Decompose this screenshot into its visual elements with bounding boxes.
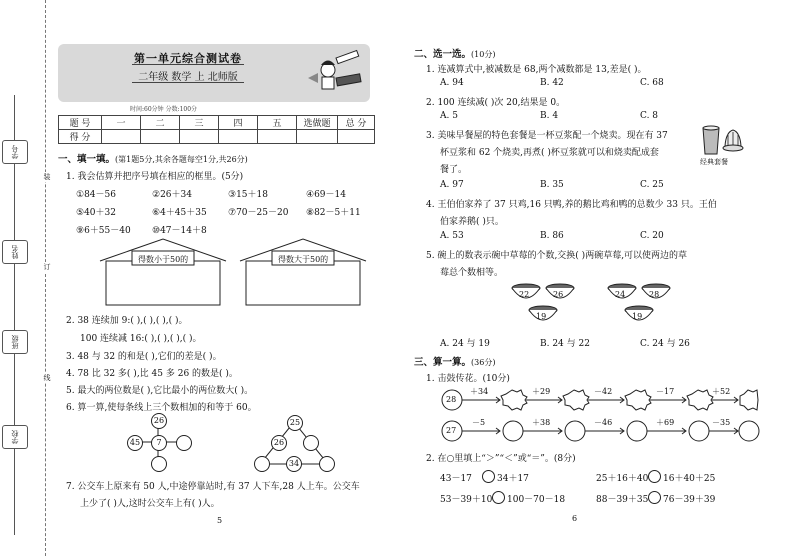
score-header: 五 (258, 116, 297, 130)
cross-center: 7 (151, 435, 167, 451)
cmp-right: 100－70－18 (507, 495, 566, 505)
house-right-label: 得数大于50的 (278, 255, 329, 264)
cut-label: 线 (43, 374, 51, 382)
chain2-start: 27 (446, 426, 457, 435)
option-c[interactable]: C. 24 与 26 (640, 339, 690, 349)
question-1-2a: 2. 38 连续加 9:( ),( ),( ),( )。 (66, 316, 188, 326)
section-1-title: 一、填一填。(第1题5分,其余各题每空1分,共26分) (58, 154, 248, 165)
chain2-op: ＋69 (656, 418, 675, 427)
estimate-item: ⑦70－25－20 (228, 208, 289, 218)
side-label-student-no: 学号 (2, 140, 28, 164)
house-right-dropzone[interactable] (248, 264, 358, 304)
option-b[interactable]: B. 42 (540, 78, 564, 88)
question-2-2: 2. 100 连续减( )次 20,结果是 0。 (426, 98, 566, 108)
score-header: 三 (180, 116, 219, 130)
option-b[interactable]: B. 24 与 22 (540, 339, 590, 349)
chain1-op: ＋29 (532, 387, 551, 396)
question-1-7b: 上少了( )人,这时公交车上有( )人。 (80, 499, 220, 509)
score-cell[interactable] (102, 130, 141, 144)
cross-right-blank[interactable] (176, 435, 192, 451)
score-header: 一 (102, 116, 141, 130)
option-c[interactable]: C. 68 (640, 78, 664, 88)
question-3-1: 1. 击鼓传花。(10分) (426, 374, 510, 384)
cut-label: 订 (43, 263, 51, 271)
chain2-op: －35 (712, 418, 731, 427)
question-2-4b: 伯家养鹅( )只。 (440, 217, 504, 227)
option-b[interactable]: B. 35 (540, 180, 564, 190)
page-number-left: 5 (217, 516, 223, 525)
score-cell[interactable] (258, 130, 297, 144)
tri-left: 26 (271, 435, 287, 451)
score-cell[interactable] (219, 130, 258, 144)
bowl-number[interactable]: 19 (632, 312, 643, 321)
cmp-circle[interactable] (482, 470, 495, 483)
chain1-op: ＋34 (470, 387, 489, 396)
chain1-op: －17 (656, 387, 675, 396)
tri-bottom-right-blank[interactable] (319, 456, 335, 472)
cmp-right: 16＋40＋25 (663, 474, 716, 484)
option-c[interactable]: C. 20 (640, 231, 664, 241)
score-cell[interactable] (338, 130, 375, 144)
cut-line (45, 0, 46, 556)
chain1-op: ＋52 (712, 387, 731, 396)
tri-top: 25 (287, 415, 303, 431)
cmp-circle[interactable] (492, 491, 505, 504)
tri-right-blank[interactable] (303, 435, 319, 451)
question-1-5: 5. 最大的两位数是( ),它比最小的两位数大( )。 (66, 386, 254, 396)
question-2-1: 1. 连减算式中,被减数是 68,两个减数都是 13,差是( )。 (426, 65, 647, 75)
bowls-left-group (508, 280, 588, 330)
test-title: 第一单元综合测试卷 (134, 52, 242, 65)
option-a[interactable]: A. 5 (440, 111, 458, 121)
chain1-op: －42 (594, 387, 613, 396)
score-header: 选做题 (297, 116, 338, 130)
chain1-start: 28 (446, 395, 457, 404)
bowl-number[interactable]: 24 (615, 290, 626, 299)
score-header: 题 号 (59, 116, 102, 130)
bowl-number[interactable]: 28 (649, 290, 660, 299)
question-2-5a: 5. 碗上的数表示碗中草莓的个数,交换( )两碗草莓,可以使两边的草 (426, 251, 688, 261)
bowl-number[interactable]: 22 (519, 290, 530, 299)
side-label-name: 姓名 (2, 240, 28, 264)
house-left-dropzone[interactable] (108, 264, 218, 304)
score-header: 二 (141, 116, 180, 130)
section-2-title: 二、选一选。(10分) (414, 49, 496, 60)
breakfast-caption: 经典套餐 (700, 158, 728, 166)
score-cell[interactable] (141, 130, 180, 144)
cmp-left: 25＋16＋40 (596, 474, 649, 484)
estimate-item: ④69－14 (306, 190, 346, 200)
option-a[interactable]: A. 94 (440, 78, 464, 88)
question-2-3c: 餐了。 (440, 165, 468, 175)
bowl-number[interactable]: 26 (553, 290, 564, 299)
score-header: 四 (219, 116, 258, 130)
time-score-info: 时间:60分钟 分数:100分 (130, 106, 198, 113)
cross-bottom-blank[interactable] (151, 456, 167, 472)
question-2-3a: 3. 美味早餐屋的特色套餐是一杯豆浆配一个烧卖。现在有 37 (426, 131, 668, 141)
option-a[interactable]: A. 24 与 19 (440, 339, 490, 349)
binding-strip (0, 0, 52, 556)
side-label-school: 学校 (2, 425, 28, 449)
question-1-3: 3. 48 与 32 的和是( ),它们的差是( )。 (66, 352, 222, 362)
option-a[interactable]: A. 53 (440, 231, 464, 241)
divider (132, 64, 244, 65)
question-2-5b: 莓总个数相等。 (440, 268, 504, 278)
side-label-class: 班级 (2, 330, 28, 354)
option-c[interactable]: C. 8 (640, 111, 659, 121)
cmp-left: 53－39＋10 (440, 495, 493, 505)
estimate-item: ⑧82－5＋11 (306, 208, 361, 218)
estimate-item: ③15＋18 (228, 190, 268, 200)
score-table (58, 115, 375, 144)
test-header (58, 44, 370, 102)
question-1-7a: 7. 公交车上原来有 50 人,中途停靠站时,有 37 人下车,28 人上车。公交车 (66, 482, 360, 492)
page-number-right: 6 (572, 514, 578, 523)
cmp-right: 34＋17 (497, 474, 529, 484)
estimate-item: ⑤40＋32 (76, 208, 116, 218)
chain2-op: －46 (594, 418, 613, 427)
pencil-boy-icon (306, 48, 366, 98)
score-cell[interactable] (180, 130, 219, 144)
score-cell[interactable] (297, 130, 338, 144)
estimate-item: ⑨6＋55－40 (76, 226, 131, 236)
option-a[interactable]: A. 97 (440, 180, 464, 190)
cut-label: 装 (43, 173, 51, 181)
question-2-4a: 4. 王伯伯家养了 37 只鸡,16 只鸭,养的鹅比鸡和鸭的总数少 33 只。王伯 (426, 200, 717, 210)
breakfast-set-icon (700, 124, 744, 156)
estimate-item: ①84－56 (76, 190, 116, 200)
estimate-item: ⑩47－14＋8 (152, 226, 207, 236)
option-b[interactable]: B. 4 (540, 111, 559, 121)
question-1-1: 1. 我会估算并把序号填在相应的框里。(5分) (66, 172, 244, 182)
estimate-item: ⑥4＋45＋35 (152, 208, 207, 218)
score-header: 总 分 (338, 116, 375, 130)
cmp-right: 76－39＋39 (663, 495, 716, 505)
estimate-item: ②26＋34 (152, 190, 192, 200)
option-b[interactable]: B. 86 (540, 231, 564, 241)
option-c[interactable]: C. 25 (640, 180, 664, 190)
score-row-label: 得 分 (59, 130, 102, 144)
bowl-number[interactable]: 19 (536, 312, 547, 321)
tri-bottom-left-blank[interactable] (254, 456, 270, 472)
house-left-label: 得数小于50的 (138, 255, 189, 264)
question-1-4: 4. 78 比 32 多( ),比 45 多 26 的数是( )。 (66, 369, 238, 379)
cmp-left: 88－39＋35 (596, 495, 649, 505)
tri-bottom: 34 (286, 456, 302, 472)
question-1-6: 6. 算一算,使每条线上三个数相加的和等于 60。 (66, 403, 257, 413)
cmp-circle[interactable] (648, 470, 661, 483)
chain2-op: ＋38 (532, 418, 551, 427)
chain2-op: －5 (472, 418, 486, 427)
question-2-3b: 杯豆浆和 62 个烧卖,再煮( )杯豆浆就可以和烧卖配成套 (440, 148, 659, 158)
question-3-2: 2. 在○里填上“＞”“＜”或“＝”。(8分) (426, 454, 576, 464)
question-1-2b: 100 连续减 16:( ),( ),( ),( )。 (80, 334, 202, 344)
divider (132, 82, 244, 83)
cmp-circle[interactable] (648, 491, 661, 504)
section-3-title: 三、算一算。(36分) (414, 357, 496, 368)
cross-top: 26 (151, 413, 167, 429)
bowls-right-group (604, 280, 684, 330)
cmp-left: 43－17 (440, 474, 472, 484)
test-subtitle: 二年级 数学 上 北师版 (138, 72, 238, 83)
cross-left: 45 (127, 435, 143, 451)
